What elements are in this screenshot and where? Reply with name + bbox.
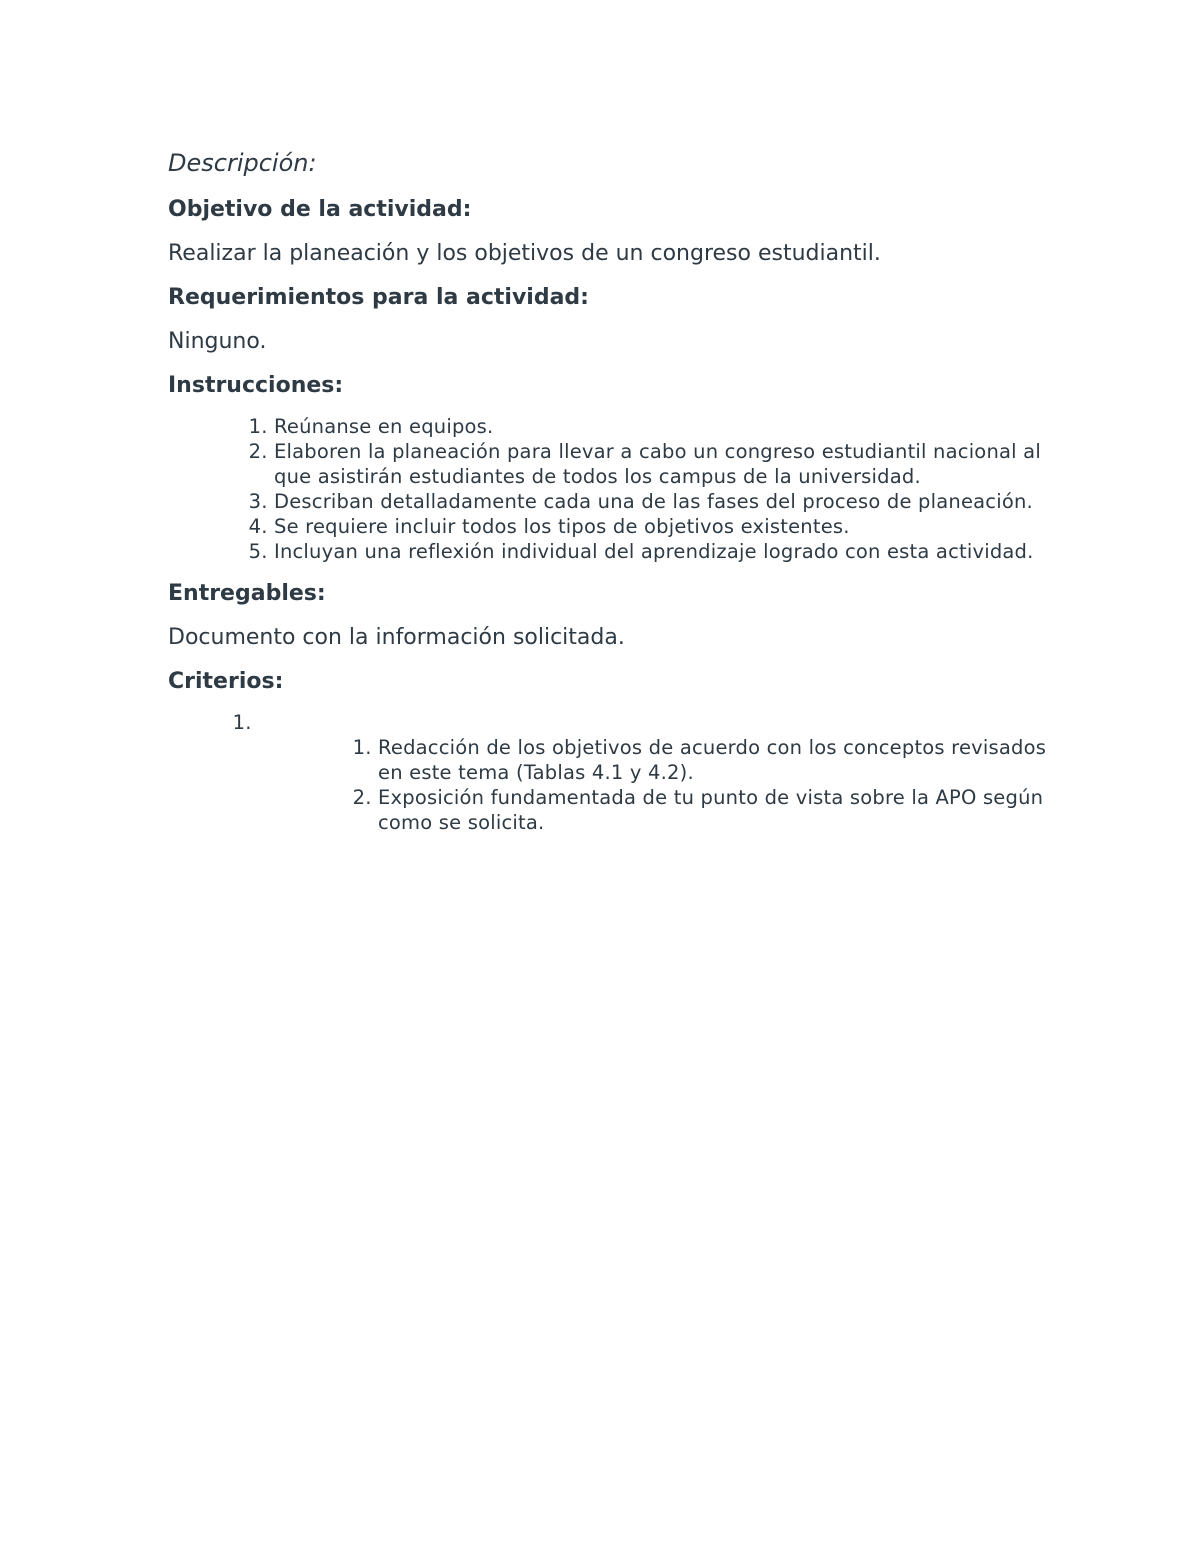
criteria-item: 2. Exposición fundamentada de tu punto de vista sobre la APO según como se solicita. <box>378 785 1048 835</box>
instruction-item: 1. Reúnanse en equipos. <box>274 414 1048 439</box>
deliverables-heading: Entregables: <box>168 581 326 606</box>
description-label: Descripción: <box>168 149 317 177</box>
objective-heading: Objetivo de la actividad: <box>168 197 472 222</box>
criteria-item: 1. 1. Redacción de los objetivos de acuerdo con los conceptos revisados en este tema (Tablas 4.1 y 4.2). <box>378 735 1048 785</box>
criteria-heading: Criterios: <box>168 669 284 694</box>
document-page <box>168 146 1048 835</box>
objective-text: Realizar la planeación y los objetivos de un congreso estudiantil. <box>168 241 881 266</box>
instruction-item: 2. Elaboren la planeación para llevar a cabo un congreso estudiantil nacional al que asistirán estudiantes de todos los campus de la universidad. <box>274 439 1048 489</box>
instruction-item: 3. Describan detalladamente cada una de las fases del proceso de planeación. <box>274 489 1048 514</box>
deliverables-text: Documento con la información solicitada. <box>168 625 625 650</box>
instruction-item: 5. Incluyan una reflexión individual del aprendizaje logrado con esta actividad. <box>274 539 1048 564</box>
instruction-item: 4. Se requiere incluir todos los tipos de objetivos existentes. <box>274 514 1048 539</box>
instructions-list <box>168 414 1048 564</box>
criteria-outer-list <box>168 710 1048 835</box>
requirements-text: Ninguno. <box>168 329 267 354</box>
instructions-heading: Instrucciones: <box>168 373 344 398</box>
criteria-list <box>258 735 1048 835</box>
criteria-outer-item <box>258 710 1048 835</box>
requirements-heading: Requerimientos para la actividad: <box>168 285 589 310</box>
